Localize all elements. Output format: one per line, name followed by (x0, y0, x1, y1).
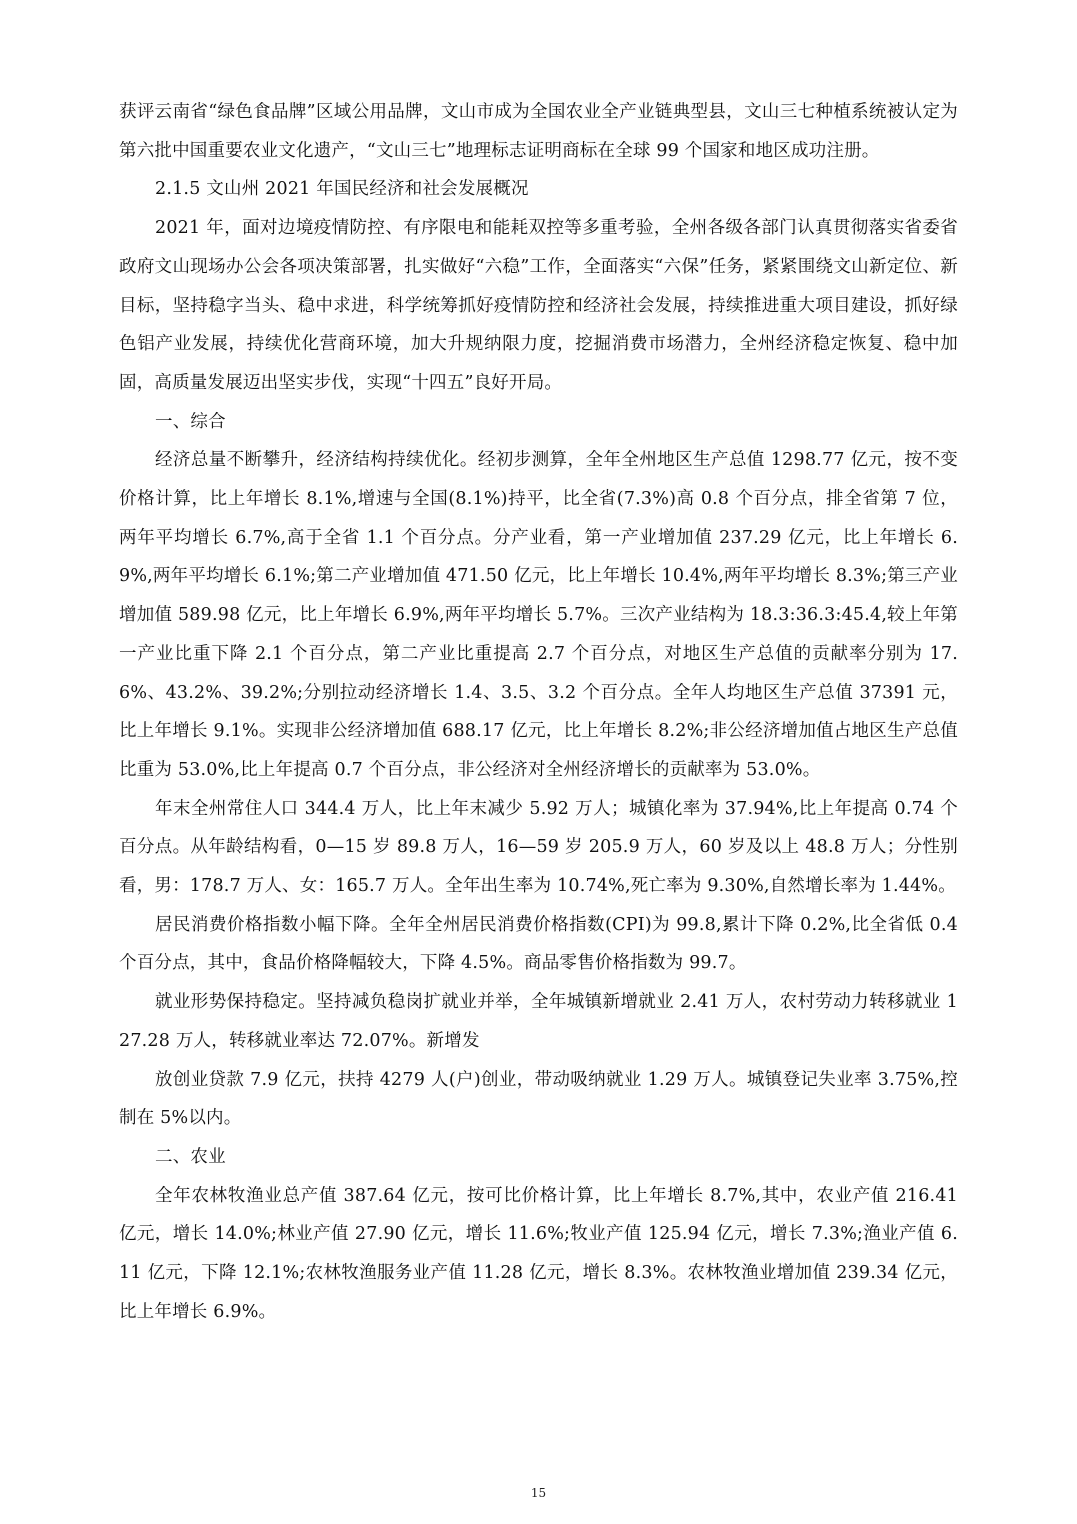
paragraph-agriculture: 全年农林牧渔业总产值 387.64 亿元，按可比价格计算，比上年增长 8.7%,其中，农业产值 216.41 亿元，增长 14.0%;林业产值 27.90 亿元，增长 11.6%;牧业产值 125.94 亿元，增长 7.3%;渔业产值 6.11 亿元，下降 12.1%;农林牧渔服务业产值 11.28 亿元，增长 8.3%。农林牧渔业增加值 239.34 亿元，比上年增长 6.9%。 (119, 1185, 958, 1322)
paragraph-economy: 经济总量不断攀升，经济结构持续优化。经初步测算，全年全州地区生产总值 1298.77 亿元，按不变价格计算，比上年增长 8.1%,增速与全国(8.1%)持平，比全省(7.3%)高 0.8 个百分点，排全省第 7 位，两年平均增长 6.7%,高于全省 1.1 个百分点。分产业看，第一产业增加值 237.29 亿元，比上年增长 6.9%,两年平均增长 6.1%;第二产业增加值 471.50 亿元，比上年增长 10.4%,两年平均增长 8.3%;第三产业增加值 589.98 亿元，比上年增长 6.9%,两年平均增长 5.7%。三次产业结构为 18.3:36.3:45.4,较上年第一产业比重下降 2.1 个百分点，第二产业比重提高 2.7 个百分点，对地区生产总值的贡献率分别为 17.6%、43.2%、39.2%;分别拉动经济增长 1.4、3.5、3.2 个百分点。全年人均地区生产总值 37391 元，比上年增长 9.1%。实现非公经济增加值 688.17 亿元，比上年增长 8.2%;非公经济增加值占地区生产总值比重为 53.0%,比上年提高 0.7 个百分点，非公经济对全州经济增长的贡献率为 53.0%。 (119, 450, 958, 780)
section-heading-2-1-5: 2.1.5 文山州 2021 年国民经济和社会发展概况 (155, 179, 529, 200)
heading-agriculture: 二、农业 (155, 1146, 226, 1167)
paragraph-continuation: 获评云南省“绿色食品牌”区域公用品牌，文山市成为全国农业全产业链典型县，文山三七种植系统被认定为第六批中国重要农业文化遗产，“文山三七”地理标志证明商标在全球 99 个国家和地区成功注册。 (119, 102, 958, 161)
heading-comprehensive: 一、综合 (155, 411, 226, 432)
paragraph-cpi: 居民消费价格指数小幅下降。全年全州居民消费价格指数(CPI)为 99.8,累计下降 0.2%,比全省低 0.4 个百分点，其中，食品价格降幅较大，下降 4.5%。商品零售价格指数为 99.7。 (119, 914, 958, 974)
paragraph-population: 年末全州常住人口 344.4 万人，比上年末减少 5.92 万人；城镇化率为 37.94%,比上年提高 0.74 个百分点。从年龄结构看，0—15 岁 89.8 万人，16—59 岁 205.9 万人，60 岁及以上 48.8 万人；分性别看，男：178.7 万人、女：165.7 万人。全年出生率为 10.74%,死亡率为 9.30%,自然增长率为 1.44%。 (119, 798, 958, 897)
document-body (119, 93, 958, 1332)
paragraph-employment: 就业形势保持稳定。坚持减负稳岗扩就业并举，全年城镇新增就业 2.41 万人，农村劳动力转移就业 127.28 万人，转移就业率达 72.07%。新增发 (119, 992, 958, 1051)
paragraph-loans: 放创业贷款 7.9 亿元，扶持 4279 人(户)创业，带动吸纳就业 1.29 万人。城镇登记失业率 3.75%,控制在 5%以内。 (119, 1069, 958, 1129)
paragraph-overview: 2021 年，面对边境疫情防控、有序限电和能耗双控等多重考验，全州各级各部门认真贯彻落实省委省政府文山现场办公会各项决策部署，扎实做好“六稳”工作，全面落实“六保”任务，紧紧围绕文山新定位、新目标，坚持稳字当头、稳中求进，科学统筹抓好疫情防控和经济社会发展，持续推进重大项目建设，抓好绿色铝产业发展，持续优化营商环境，加大升规纳限力度，挖掘消费市场潜力，全州经济稳定恢复、稳中加固，高质量发展迈出坚实步伐，实现“十四五”良好开局。 (119, 218, 958, 393)
page-number: 15 (530, 1486, 547, 1500)
